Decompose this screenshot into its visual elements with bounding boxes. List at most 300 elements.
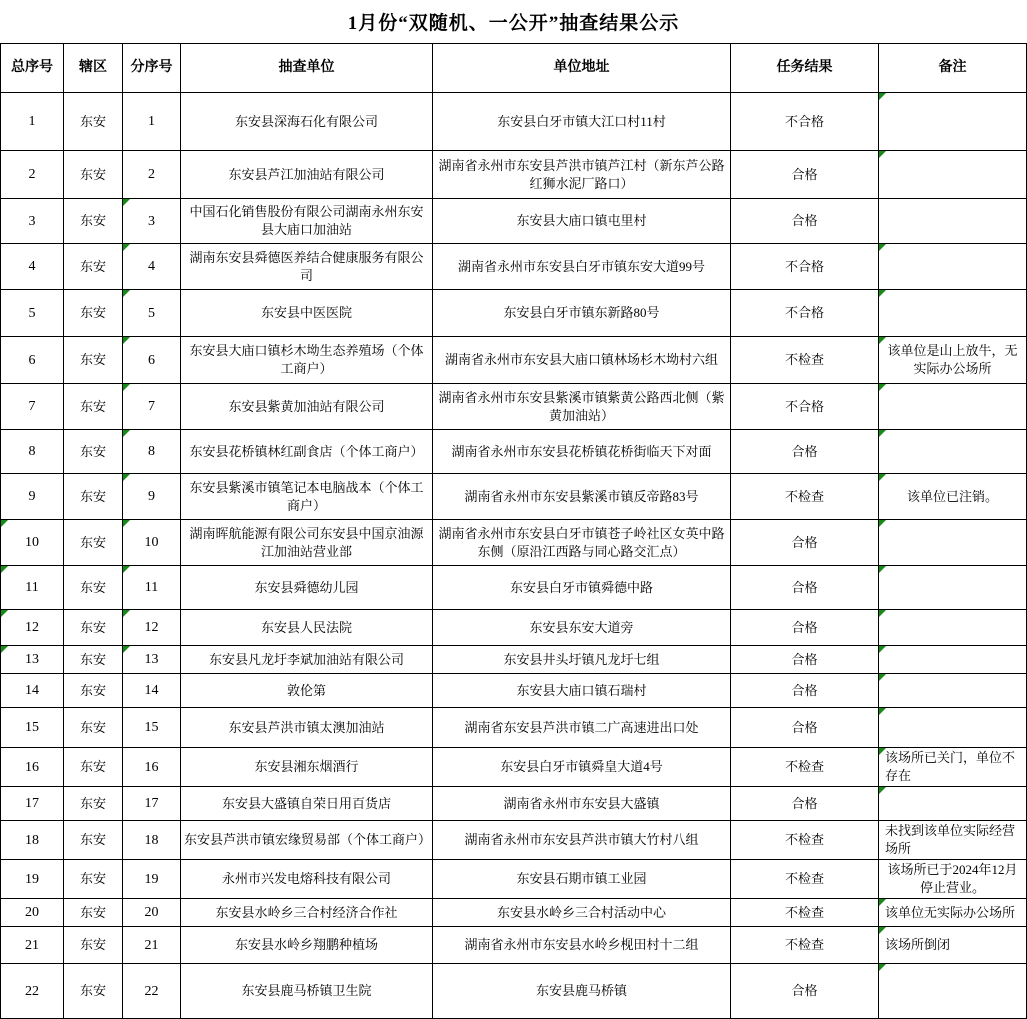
cell-remark xyxy=(879,674,1027,708)
inspected-unit-text: 湖南东安县舜德医养结合健康服务有限公司 xyxy=(189,249,424,283)
task-result-text: 不检查 xyxy=(784,904,824,920)
sub-seq-no-text: 13 xyxy=(144,652,159,667)
cell-inspected-unit xyxy=(181,384,433,430)
unit-address-text: 东安县大庙口镇石瑞村 xyxy=(516,682,647,698)
cell-corner-flag-icon xyxy=(879,674,886,681)
cell-inspected-unit xyxy=(181,337,433,384)
total-seq-no-text: 16 xyxy=(25,759,39,775)
district-text: 东安 xyxy=(79,983,106,998)
total-seq-no-text: 10 xyxy=(25,535,39,550)
inspected-unit-text: 东安县湘东烟酒行 xyxy=(254,759,359,774)
task-result-text: 合格 xyxy=(791,619,818,635)
cell-unit-address xyxy=(433,708,731,748)
remark-text: 该单位已注销。 xyxy=(906,488,998,504)
cell-unit-address xyxy=(433,821,731,860)
cell-task-result xyxy=(731,927,879,964)
district-text: 东安 xyxy=(79,443,106,459)
cell-task-result xyxy=(731,748,879,787)
cell-corner-flag-icon xyxy=(123,244,130,251)
cell-sub-seq-no xyxy=(123,244,181,290)
column-header-6: 备注 xyxy=(879,44,1027,93)
cell-total-seq-no xyxy=(1,199,64,244)
cell-total-seq-no xyxy=(1,151,64,199)
unit-address-text: 湖南省永州市东安县白牙市镇苍子岭社区女英中路东侧（原沿江西路与同心路交汇点） xyxy=(438,525,725,559)
sub-seq-no-text: 14 xyxy=(144,683,159,698)
cell-corner-flag-icon xyxy=(123,566,130,573)
sub-seq-no-text: 12 xyxy=(144,620,159,635)
cell-inspected-unit xyxy=(181,787,433,821)
table-row xyxy=(1,610,1027,646)
district-text: 东安 xyxy=(79,795,106,811)
cell-district xyxy=(64,474,123,520)
remark-text: 该场所已于2024年12月停止营业。 xyxy=(887,862,1018,895)
inspected-unit-text: 东安县紫黄加油站有限公司 xyxy=(228,398,385,414)
task-result-text: 合格 xyxy=(791,579,818,595)
total-seq-no-text: 17 xyxy=(25,796,39,811)
page-title: 1月份“双随机、一公开”抽查结果公示 xyxy=(347,13,680,34)
cell-unit-address xyxy=(433,566,731,610)
task-result-text: 合格 xyxy=(791,534,818,550)
column-header-5: 任务结果 xyxy=(731,44,879,93)
cell-task-result xyxy=(731,151,879,199)
district-text: 东安 xyxy=(79,579,106,595)
cell-remark xyxy=(879,290,1027,337)
cell-task-result xyxy=(731,964,879,1019)
cell-unit-address xyxy=(433,787,731,821)
cell-remark xyxy=(879,566,1027,610)
district-text: 东安 xyxy=(79,651,106,667)
total-seq-no-text: 12 xyxy=(25,620,39,635)
column-header-1: 辖区 xyxy=(64,44,123,93)
cell-task-result xyxy=(731,430,879,474)
inspected-unit-text: 东安县凡龙圩李斌加油站有限公司 xyxy=(208,651,404,667)
cell-corner-flag-icon xyxy=(123,520,130,527)
cell-inspected-unit xyxy=(181,748,433,787)
total-seq-no-text: 6 xyxy=(28,352,36,368)
cell-unit-address xyxy=(433,93,731,151)
total-seq-no-text: 8 xyxy=(28,444,36,459)
table-row xyxy=(1,93,1027,151)
cell-inspected-unit xyxy=(181,151,433,199)
cell-remark xyxy=(879,860,1027,899)
cell-task-result xyxy=(731,474,879,520)
cell-district xyxy=(64,748,123,787)
district-text: 东安 xyxy=(79,619,106,635)
cell-inspected-unit xyxy=(181,290,433,337)
table-row xyxy=(1,384,1027,430)
cell-unit-address xyxy=(433,151,731,199)
task-result-text: 不合格 xyxy=(784,305,824,320)
table-row xyxy=(1,244,1027,290)
cell-task-result xyxy=(731,899,879,927)
task-result-text: 合格 xyxy=(791,795,818,811)
table-row xyxy=(1,337,1027,384)
inspected-unit-text: 东安县鹿马桥镇卫生院 xyxy=(241,983,372,998)
table-row xyxy=(1,290,1027,337)
cell-unit-address xyxy=(433,290,731,337)
cell-district xyxy=(64,244,123,290)
cell-sub-seq-no xyxy=(123,708,181,748)
cell-sub-seq-no xyxy=(123,646,181,674)
cell-corner-flag-icon xyxy=(879,610,886,617)
sub-seq-no-text: 2 xyxy=(148,167,155,182)
total-seq-no-text: 1 xyxy=(28,114,36,129)
cell-unit-address xyxy=(433,748,731,787)
district-text: 东安 xyxy=(79,759,106,774)
cell-corner-flag-icon xyxy=(1,566,8,573)
cell-remark xyxy=(879,244,1027,290)
cell-total-seq-no xyxy=(1,474,64,520)
table-row xyxy=(1,199,1027,244)
district-text: 东安 xyxy=(79,213,106,228)
cell-sub-seq-no xyxy=(123,474,181,520)
cell-sub-seq-no xyxy=(123,199,181,244)
remark-text: 该场所已关门，单位不存在 xyxy=(885,750,1016,783)
task-result-text: 不合格 xyxy=(784,398,824,414)
cell-unit-address xyxy=(433,899,731,927)
sub-seq-no-text: 6 xyxy=(148,352,155,368)
sub-seq-no-text: 19 xyxy=(144,871,159,887)
cell-unit-address xyxy=(433,337,731,384)
cell-remark xyxy=(879,430,1027,474)
table-row xyxy=(1,708,1027,748)
sub-seq-no-text: 16 xyxy=(144,759,159,775)
cell-district xyxy=(64,151,123,199)
cell-district xyxy=(64,566,123,610)
cell-sub-seq-no xyxy=(123,674,181,708)
cell-district xyxy=(64,430,123,474)
cell-corner-flag-icon xyxy=(879,708,886,715)
task-result-text: 不合格 xyxy=(784,258,824,274)
district-text: 东安 xyxy=(79,682,106,698)
cell-district xyxy=(64,199,123,244)
cell-task-result xyxy=(731,610,879,646)
task-result-text: 不合格 xyxy=(784,113,824,129)
remark-text: 该单位是山上放牛，无实际办公场所 xyxy=(887,343,1018,376)
unit-address-text: 湖南省永州市东安县大庙口镇林场杉木坳村六组 xyxy=(444,352,718,367)
task-result-text: 不检查 xyxy=(784,871,824,886)
sub-seq-no-text: 20 xyxy=(144,905,159,920)
cell-corner-flag-icon xyxy=(1,520,8,527)
cell-sub-seq-no xyxy=(123,927,181,964)
unit-address-text: 湖南省永州市东安县花桥镇花桥街临天下对面 xyxy=(451,443,712,459)
cell-corner-flag-icon xyxy=(879,520,886,527)
cell-remark xyxy=(879,93,1027,151)
cell-total-seq-no xyxy=(1,646,64,674)
cell-district xyxy=(64,520,123,566)
column-header-0: 总序号 xyxy=(1,44,64,93)
cell-district xyxy=(64,93,123,151)
cell-total-seq-no xyxy=(1,674,64,708)
cell-task-result xyxy=(731,337,879,384)
table-row xyxy=(1,430,1027,474)
sub-seq-no-text: 1 xyxy=(148,114,155,129)
remark-text: 该场所倒闭 xyxy=(885,937,951,952)
cell-remark xyxy=(879,610,1027,646)
cell-remark xyxy=(879,520,1027,566)
cell-corner-flag-icon xyxy=(879,337,886,344)
table-row xyxy=(1,964,1027,1019)
cell-corner-flag-icon xyxy=(879,430,886,437)
inspected-unit-text: 东安县紫溪市镇笔记本电脑战本（个体工商户） xyxy=(189,479,424,513)
cell-remark xyxy=(879,964,1027,1019)
cell-sub-seq-no xyxy=(123,821,181,860)
cell-district xyxy=(64,964,123,1019)
task-result-text: 合格 xyxy=(791,166,818,182)
sub-seq-no-text: 15 xyxy=(144,720,159,735)
inspected-unit-text: 东安县水岭乡翔鹏种植场 xyxy=(234,937,378,952)
cell-inspected-unit xyxy=(181,566,433,610)
cell-corner-flag-icon xyxy=(123,610,130,617)
cell-sub-seq-no xyxy=(123,748,181,787)
table-row xyxy=(1,520,1027,566)
inspected-unit-text: 中国石化销售股份有限公司湖南永州东安县大庙口加油站 xyxy=(189,204,424,237)
cell-corner-flag-icon xyxy=(123,337,130,344)
table-row xyxy=(1,474,1027,520)
cell-district xyxy=(64,610,123,646)
sub-seq-no-text: 10 xyxy=(144,535,159,550)
cell-total-seq-no xyxy=(1,520,64,566)
cell-corner-flag-icon xyxy=(123,199,130,206)
cell-remark xyxy=(879,646,1027,674)
inspected-unit-text: 东安县深海石化有限公司 xyxy=(234,113,378,129)
cell-task-result xyxy=(731,199,879,244)
district-text: 东安 xyxy=(79,398,106,414)
remark-text: 该单位无实际办公场所 xyxy=(885,904,1016,920)
cell-unit-address xyxy=(433,199,731,244)
unit-address-text: 东安县白牙市镇东新路80号 xyxy=(503,305,660,320)
cell-sub-seq-no xyxy=(123,384,181,430)
inspected-unit-text: 东安县舜德幼儿园 xyxy=(254,579,359,595)
unit-address-text: 湖南省永州市东安县芦洪市镇芦江村（新东芦公路红狮水泥厂路口） xyxy=(438,157,725,191)
cell-task-result xyxy=(731,860,879,899)
cell-task-result xyxy=(731,674,879,708)
cell-inspected-unit xyxy=(181,93,433,151)
unit-address-text: 东安县大庙口镇屯里村 xyxy=(516,213,647,228)
cell-sub-seq-no xyxy=(123,290,181,337)
task-result-text: 合格 xyxy=(791,651,818,667)
task-result-text: 不检查 xyxy=(784,759,824,774)
cell-total-seq-no xyxy=(1,566,64,610)
district-text: 东安 xyxy=(79,937,106,952)
cell-sub-seq-no xyxy=(123,93,181,151)
cell-corner-flag-icon xyxy=(123,430,130,437)
cell-total-seq-no xyxy=(1,337,64,384)
cell-unit-address xyxy=(433,384,731,430)
unit-address-text: 东安县白牙市镇舜德中路 xyxy=(509,579,653,595)
sub-seq-no-text: 18 xyxy=(144,832,159,848)
cell-total-seq-no xyxy=(1,610,64,646)
cell-remark xyxy=(879,927,1027,964)
unit-address-text: 湖南省东安县芦洪市镇二广高速进出口处 xyxy=(464,719,699,735)
inspected-unit-text: 东安县中医医院 xyxy=(260,305,352,320)
cell-corner-flag-icon xyxy=(879,244,886,251)
unit-address-text: 湖南省永州市东安县水岭乡枧田村十二组 xyxy=(464,937,699,952)
cell-unit-address xyxy=(433,964,731,1019)
table-row xyxy=(1,787,1027,821)
task-result-text: 合格 xyxy=(791,443,818,459)
cell-task-result xyxy=(731,244,879,290)
cell-sub-seq-no xyxy=(123,787,181,821)
cell-total-seq-no xyxy=(1,964,64,1019)
cell-unit-address xyxy=(433,610,731,646)
cell-total-seq-no xyxy=(1,708,64,748)
district-text: 东安 xyxy=(79,871,106,886)
cell-unit-address xyxy=(433,860,731,899)
total-seq-no-text: 3 xyxy=(28,213,36,229)
cell-sub-seq-no xyxy=(123,566,181,610)
cell-total-seq-no xyxy=(1,787,64,821)
cell-total-seq-no xyxy=(1,244,64,290)
task-result-text: 不检查 xyxy=(784,937,824,952)
cell-corner-flag-icon xyxy=(1,610,8,617)
column-header-2: 分序号 xyxy=(123,44,181,93)
inspected-unit-text: 东安县水岭乡三合村经济合作社 xyxy=(215,904,398,920)
total-seq-no-text: 2 xyxy=(28,167,36,182)
district-text: 东安 xyxy=(79,832,106,847)
cell-task-result xyxy=(731,787,879,821)
cell-corner-flag-icon xyxy=(123,290,130,297)
cell-district xyxy=(64,337,123,384)
header-row xyxy=(1,44,1027,93)
table-row xyxy=(1,860,1027,899)
task-result-text: 合格 xyxy=(791,983,818,998)
cell-corner-flag-icon xyxy=(879,290,886,297)
cell-unit-address xyxy=(433,430,731,474)
cell-inspected-unit xyxy=(181,520,433,566)
cell-corner-flag-icon xyxy=(1,646,8,653)
total-seq-no-text: 22 xyxy=(25,983,39,999)
unit-address-text: 湖南省永州市东安县紫溪市镇紫黄公路西北侧（紫黄加油站） xyxy=(438,389,725,423)
sub-seq-no-text: 9 xyxy=(148,489,155,504)
inspected-unit-text: 东安县人民法院 xyxy=(260,619,352,635)
cell-inspected-unit xyxy=(181,646,433,674)
inspected-unit-text: 东安县大庙口镇杉木坳生态养殖场（个体工商户） xyxy=(189,343,424,376)
cell-district xyxy=(64,384,123,430)
cell-sub-seq-no xyxy=(123,899,181,927)
cell-inspected-unit xyxy=(181,244,433,290)
cell-inspected-unit xyxy=(181,430,433,474)
unit-address-text: 湖南省永州市东安县白牙市镇东安大道99号 xyxy=(457,258,705,274)
column-header-4: 单位地址 xyxy=(433,44,731,93)
unit-address-text: 东安县井头圩镇凡龙圩七组 xyxy=(503,651,660,667)
total-seq-no-text: 4 xyxy=(28,259,36,274)
district-text: 东安 xyxy=(79,904,106,920)
unit-address-text: 东安县石期市镇工业园 xyxy=(516,871,647,886)
cell-inspected-unit xyxy=(181,199,433,244)
sub-seq-no-text: 11 xyxy=(144,580,159,595)
cell-corner-flag-icon xyxy=(879,474,886,481)
inspected-unit-text: 东安县花桥镇林红副食店（个体工商户） xyxy=(189,443,424,459)
district-text: 东安 xyxy=(79,352,106,367)
cell-district xyxy=(64,646,123,674)
unit-address-text: 东安县东安大道旁 xyxy=(529,619,634,635)
inspected-unit-text: 永州市兴发电熔科技有限公司 xyxy=(221,871,391,886)
cell-inspected-unit xyxy=(181,610,433,646)
cell-corner-flag-icon xyxy=(123,646,130,653)
inspected-unit-text: 东安县芦洪市镇太澳加油站 xyxy=(228,719,385,735)
cell-inspected-unit xyxy=(181,899,433,927)
cell-total-seq-no xyxy=(1,927,64,964)
cell-total-seq-no xyxy=(1,93,64,151)
cell-district xyxy=(64,708,123,748)
cell-sub-seq-no xyxy=(123,860,181,899)
cell-district xyxy=(64,821,123,860)
cell-corner-flag-icon xyxy=(879,787,886,794)
task-result-text: 合格 xyxy=(791,719,818,735)
cell-sub-seq-no xyxy=(123,610,181,646)
cell-total-seq-no xyxy=(1,748,64,787)
cell-total-seq-no xyxy=(1,290,64,337)
table-row xyxy=(1,646,1027,674)
cell-unit-address xyxy=(433,244,731,290)
cell-unit-address xyxy=(433,646,731,674)
total-seq-no-text: 7 xyxy=(28,399,36,414)
total-seq-no-text: 11 xyxy=(25,580,39,595)
total-seq-no-text: 20 xyxy=(25,905,39,920)
sub-seq-no-text: 5 xyxy=(148,305,155,321)
total-seq-no-text: 15 xyxy=(25,720,39,735)
cell-inspected-unit xyxy=(181,927,433,964)
inspection-results-table xyxy=(0,43,1027,1019)
table-row xyxy=(1,927,1027,964)
cell-inspected-unit xyxy=(181,674,433,708)
cell-remark xyxy=(879,474,1027,520)
sub-seq-no-text: 8 xyxy=(148,444,155,459)
cell-district xyxy=(64,899,123,927)
table-row xyxy=(1,151,1027,199)
district-text: 东安 xyxy=(79,305,106,320)
cell-total-seq-no xyxy=(1,430,64,474)
cell-remark xyxy=(879,151,1027,199)
unit-address-text: 东安县白牙市镇大江口村11村 xyxy=(497,113,666,129)
total-seq-no-text: 5 xyxy=(28,305,36,321)
cell-total-seq-no xyxy=(1,860,64,899)
cell-inspected-unit xyxy=(181,474,433,520)
cell-inspected-unit xyxy=(181,860,433,899)
cell-district xyxy=(64,860,123,899)
cell-corner-flag-icon xyxy=(123,474,130,481)
total-seq-no-text: 13 xyxy=(25,652,39,667)
cell-sub-seq-no xyxy=(123,520,181,566)
cell-remark xyxy=(879,708,1027,748)
task-result-text: 合格 xyxy=(791,682,818,698)
cell-corner-flag-icon xyxy=(879,384,886,391)
inspected-unit-text: 敦伦第 xyxy=(286,682,326,698)
cell-task-result xyxy=(731,566,879,610)
cell-total-seq-no xyxy=(1,821,64,860)
sub-seq-no-text: 4 xyxy=(148,259,155,274)
total-seq-no-text: 19 xyxy=(25,871,39,887)
cell-task-result xyxy=(731,290,879,337)
cell-corner-flag-icon xyxy=(879,927,886,934)
district-text: 东安 xyxy=(79,719,106,735)
cell-sub-seq-no xyxy=(123,964,181,1019)
cell-unit-address xyxy=(433,520,731,566)
unit-address-text: 湖南省永州市东安县大盛镇 xyxy=(503,795,660,811)
sub-seq-no-text: 7 xyxy=(148,399,155,414)
cell-task-result xyxy=(731,384,879,430)
cell-total-seq-no xyxy=(1,899,64,927)
district-text: 东安 xyxy=(79,258,106,274)
cell-district xyxy=(64,290,123,337)
cell-remark xyxy=(879,748,1027,787)
cell-corner-flag-icon xyxy=(879,899,886,906)
sub-seq-no-text: 3 xyxy=(148,213,155,229)
unit-address-text: 湖南省永州市东安县芦洪市镇大竹村八组 xyxy=(464,832,699,847)
column-header-3: 抽查单位 xyxy=(181,44,433,93)
cell-sub-seq-no xyxy=(123,151,181,199)
